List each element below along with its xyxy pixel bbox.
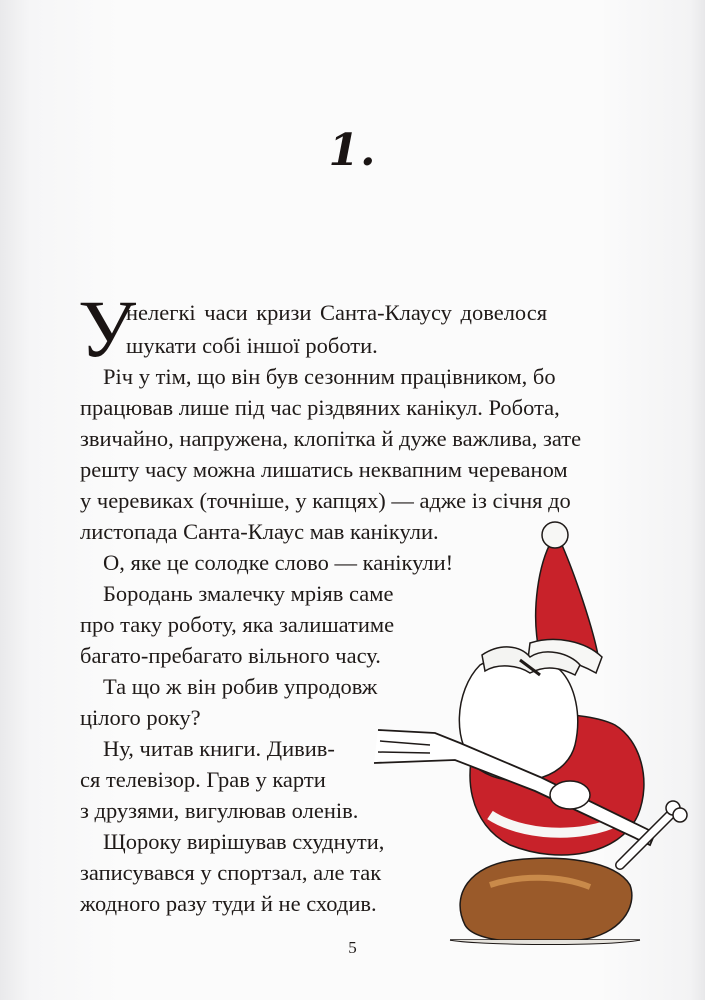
text-line-10: Бородань змалечку мріяв саме: [103, 581, 394, 606]
text-line-9: О, яке це солодке слово — канікули!: [103, 550, 454, 575]
text-line-11: про таку роботу, яка залишатиме: [80, 612, 395, 637]
text-line-7: у черевиках (точніше, у капцях) — адже із січня до: [80, 488, 571, 513]
text-line-8: листопада Санта-Клаус мав канікули.: [80, 519, 439, 544]
santa-hand: [550, 781, 590, 809]
text-line-16: ся телевізор. Грав у карти: [80, 767, 326, 792]
chapter-number: 1.: [328, 125, 377, 176]
text-line-5: звичайно, напружена, клопітка й дуже важлива, зате: [80, 426, 582, 451]
turkey-icon: [450, 858, 640, 944]
text-line-19: записувався у спортзал, але так: [80, 860, 382, 885]
text-line-14: цілого року?: [80, 705, 201, 730]
santa-illustration: [370, 515, 705, 955]
text-line-15: Ну, читав книги. Дивив-: [103, 736, 335, 761]
text-line-6: решту часу можна лишатись неквапним череваном: [80, 457, 568, 482]
text-line-1: нелегкі часи кризи Санта-Клаусу довелося: [126, 300, 548, 325]
text-line-4: працював лише під час різдвяних канікул. Робота,: [80, 395, 560, 420]
text-line-3: Річ у тім, що він був сезонним працівником, бо: [103, 364, 556, 389]
text-line-12: багато-пребагато вільного часу.: [80, 643, 381, 668]
page-number: 5: [348, 938, 357, 957]
drop-cap: У: [78, 283, 137, 374]
text-line-17: з друзями, вигулював оленів.: [80, 798, 359, 823]
text-line-2: шукати собі іншої роботи.: [126, 333, 378, 358]
text-line-18: Щороку вирішував схуднути,: [103, 829, 385, 854]
text-line-20: жодного разу туди й не сходив.: [80, 891, 377, 916]
santa-hat: [528, 522, 602, 673]
text-line-13: Та що ж він робив упродовж: [103, 674, 378, 699]
